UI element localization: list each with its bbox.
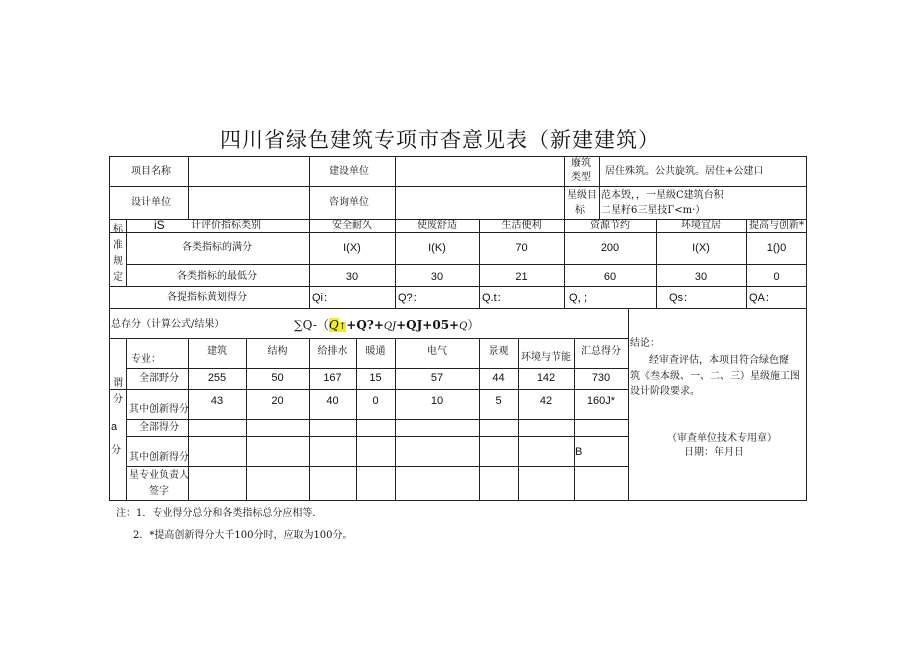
innovation-score-architecture: 43 [210, 395, 224, 407]
planned-q5: Qs： [669, 292, 695, 304]
innovation-score-plumbing: 40 [326, 395, 339, 407]
discipline-energy: 环境与节能 [521, 352, 571, 363]
star-target-label-1: 星级目 [567, 190, 597, 201]
total-formula: ∑Q-（Q↑+Q?+QJ+QJ+05+Q） [294, 318, 480, 332]
category-header: 计评价指标类别 [191, 220, 261, 231]
innovation-score-summary: 160J* [586, 395, 616, 407]
full-score-safety: I(X) [343, 242, 361, 254]
innovation-score-energy: 42 [539, 395, 553, 407]
innovation-score-landscape: 5 [495, 395, 502, 407]
all-score-summary: 730 [591, 372, 611, 384]
review-seal-note: （审查单位技术专用章） [667, 433, 777, 444]
innovation-score-label-2: 其中创新得分 [129, 452, 189, 463]
category-innovation: 提高与创新* [749, 220, 804, 231]
innovation-score-hvac: 0 [372, 395, 379, 407]
discipline-plumbing: 给排水 [317, 346, 348, 357]
full-score-innovation: 1()0 [766, 242, 787, 254]
group1-label-1: 谓 [113, 378, 123, 389]
review-form-table [109, 156, 807, 500]
star-target-label-2: 标 [575, 205, 585, 216]
design-unit-label: 设计单位 [131, 197, 171, 208]
all-score-electrical: 57 [430, 372, 444, 384]
standards-side-label-1: 标 [113, 224, 123, 235]
innovation-score-label: 其中创新得分 [129, 404, 189, 415]
standards-side-label-2: 准 [113, 240, 123, 251]
discipline-structure: 结构 [267, 346, 288, 357]
group2-label-b: 分 [111, 445, 121, 456]
full-score-comfort: I(K) [428, 242, 446, 254]
all-score-landscape: 44 [492, 372, 505, 384]
conclusion-line-1: 经审查评估，本项目符合绿色窿 [649, 355, 789, 366]
standards-side-label-3: 规 [113, 256, 123, 267]
all-score-label-2: 全部得分 [139, 422, 179, 433]
planned-q6: QA： [749, 292, 776, 304]
is-label: iS [154, 218, 165, 232]
category-resource: 资源节约 [590, 220, 630, 231]
all-score-plumbing: 167 [323, 372, 342, 384]
discipline-hvac: 暖通 [365, 346, 386, 357]
all-score-hvac: 15 [369, 372, 382, 384]
category-safety: 安全耐久 [332, 220, 372, 231]
star-target-value-2: 二星籽6三星技Γ<m·） [601, 205, 706, 216]
planned-q3: Q.t： [482, 292, 508, 304]
all-score-structure: 50 [271, 372, 284, 384]
consult-unit-label: 咨询单位 [329, 197, 369, 208]
star-target-value-1: 范本毁，，一星级C建筑台积 [601, 190, 724, 201]
category-environment: 环境宜居 [681, 220, 721, 231]
planned-q1: Qi： [312, 292, 334, 304]
category-convenience: 生活便利 [501, 220, 542, 231]
review-date: 日期：年月日 [684, 447, 744, 458]
min-score-innovation: 0 [773, 271, 780, 283]
conclusion-line-3: 设计阶段要求。 [630, 386, 700, 397]
group1-label-2: 分 [113, 394, 123, 405]
innovation-score-electrical: 10 [430, 395, 444, 407]
discipline-landscape: 景观 [488, 346, 509, 357]
min-score-comfort: 30 [430, 271, 444, 283]
building-type-value: 居住殊筑。公共旋筑。居住+公建口 [605, 166, 764, 177]
all-score-label: 全部野分 [139, 373, 179, 384]
full-score-convenience: 70 [515, 242, 528, 254]
full-score-environment: I(X) [692, 242, 710, 254]
total-score-label: 总存分（计算公式/结果） [111, 319, 225, 330]
footnote-2: 2．*提高创新得分大千100分时，应取为100分。 [133, 530, 353, 541]
innovation-score-structure: 20 [271, 395, 284, 407]
building-type-label-2: 类型 [571, 172, 591, 183]
min-score-resource: 60 [603, 271, 617, 283]
footnote-1: 注：1．专业得分总分和各类指标总分应相等． [116, 508, 323, 519]
min-score-safety: 30 [345, 271, 359, 283]
discipline-label: 专业： [131, 354, 161, 365]
category-comfort: 使废舒适 [417, 220, 457, 231]
discipline-summary: 汇总得分 [581, 346, 621, 357]
signer-label-2: 签字 [149, 486, 169, 497]
planned-q2: Q?： [398, 292, 424, 304]
planned-score-label: 各提指标黄划得分 [167, 292, 247, 303]
min-score-environment: 30 [694, 271, 708, 283]
standards-side-label-4: 定 [113, 272, 123, 283]
summary-mark: B [575, 446, 583, 458]
construction-unit-label: 建设单位 [329, 166, 369, 177]
planned-q4: Q，； [569, 292, 595, 304]
all-score-architecture: 255 [207, 372, 227, 384]
min-score-convenience: 21 [515, 271, 528, 283]
conclusion-label: 结论： [630, 338, 660, 349]
page-title: 四川省绿色建筑专项市杳意见表（新建建筑） [220, 128, 660, 152]
project-name-label: 项目名称 [131, 166, 171, 177]
signer-label-1: 星专业负责人 [129, 470, 189, 481]
full-score-label: 各类指标的满分 [182, 242, 252, 253]
full-score-resource: 200 [600, 242, 620, 254]
conclusion-line-2: 筑《叁本级、一、二、三）星级施工图 [630, 371, 800, 382]
min-score-label: 各类指标的最低分 [177, 271, 257, 282]
group2-label-a: a [111, 421, 118, 433]
discipline-electrical: 电气 [427, 346, 447, 357]
footnotes [116, 503, 353, 547]
building-type-label-1: 廢筑 [571, 158, 591, 169]
discipline-architecture: 建筑 [207, 346, 227, 357]
all-score-energy: 142 [536, 372, 556, 384]
